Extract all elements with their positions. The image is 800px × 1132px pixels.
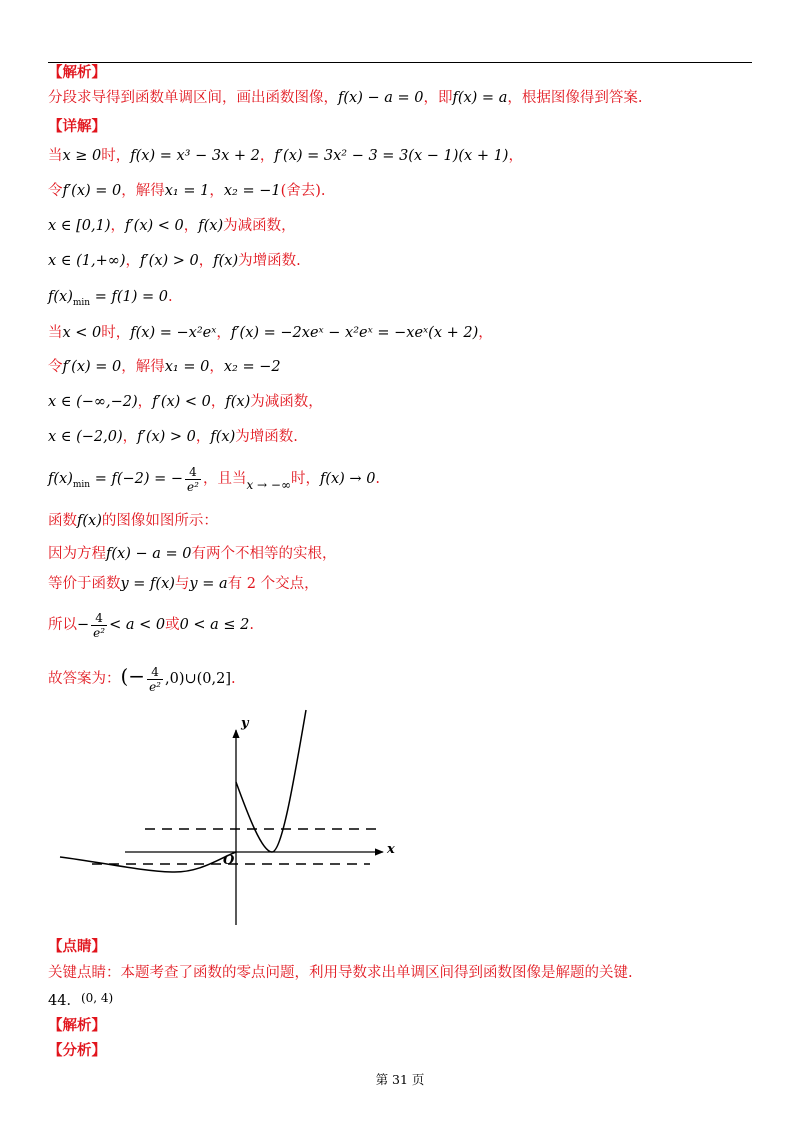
l9-c: 为增函数. bbox=[235, 429, 298, 445]
l3-fp: f′(x) < 0 bbox=[125, 218, 184, 234]
l13-eq: y = f(x) bbox=[120, 576, 175, 592]
l9-f: f(x) bbox=[210, 429, 236, 445]
l12-eq: f(x) − a = 0 bbox=[106, 546, 192, 562]
l10-sub: min bbox=[72, 479, 91, 490]
l2-x1: x₁ = 1 bbox=[164, 183, 210, 199]
l3-b: ， bbox=[183, 218, 199, 234]
l2-d: (舍去). bbox=[280, 183, 326, 199]
l7-x1: x₁ = 0 bbox=[164, 359, 210, 375]
item-44 bbox=[48, 987, 113, 1012]
analysis-line bbox=[48, 87, 642, 109]
l11-a: 函数 bbox=[48, 513, 77, 529]
l14-a: 所以 bbox=[48, 617, 77, 633]
l4-fp: f′(x) > 0 bbox=[140, 253, 199, 269]
l8-c: 为减函数， bbox=[250, 394, 323, 410]
l1-sep: ， bbox=[259, 148, 275, 164]
l6-fp: f′(x) = −2xeˣ − x²eˣ = −xeˣ(x + 2) bbox=[230, 325, 479, 341]
l4-b: ， bbox=[198, 253, 214, 269]
l15-fraction bbox=[147, 665, 163, 694]
l10-fraction bbox=[185, 465, 201, 494]
detail-line-2 bbox=[48, 180, 326, 202]
l2-x2: x₂ = −1 bbox=[223, 183, 281, 199]
page-footer: 第 31 页 bbox=[375, 1072, 425, 1087]
section-tag-fenxi: 【分析】 bbox=[48, 1042, 106, 1059]
l14-den: e² bbox=[93, 625, 106, 640]
l11-b: 的图像如图所示： bbox=[101, 513, 218, 529]
detail-line-13 bbox=[48, 573, 319, 595]
l4-f: f(x) bbox=[213, 253, 239, 269]
l10-rest: = f(−2) = − bbox=[94, 471, 184, 487]
analysis-text-b: ，即 bbox=[423, 90, 453, 106]
l14-eq: 0 < a ≤ 2 bbox=[179, 617, 250, 633]
l9-a: ， bbox=[122, 429, 138, 445]
l3-c: 为减函数， bbox=[223, 218, 296, 234]
l7-c: ， bbox=[209, 359, 224, 375]
function-graph bbox=[0, 700, 800, 935]
l8-a: ， bbox=[137, 394, 153, 410]
detail-line-15 bbox=[48, 657, 236, 698]
l4-c: 为增函数. bbox=[238, 253, 301, 269]
section-tag-jiexi-2: 【解析】 bbox=[48, 1017, 106, 1034]
l8-b: ， bbox=[210, 394, 226, 410]
l11-f: f(x) bbox=[77, 513, 102, 529]
l9-fp: f′(x) > 0 bbox=[137, 429, 196, 445]
dianjing-text: 关键点睛：本题考查了函数的零点问题，利用导数求出单调区间得到函数图像是解题的关键. bbox=[48, 965, 633, 981]
l7-x2: x₂ = −2 bbox=[223, 359, 281, 375]
detail-line-3 bbox=[48, 215, 296, 237]
detail-line-1 bbox=[48, 145, 523, 167]
l13-a: 等价于函数 bbox=[48, 576, 121, 592]
l15-lp: (− bbox=[120, 664, 146, 688]
l15-end: . bbox=[231, 671, 236, 687]
l6-end: ， bbox=[478, 325, 493, 341]
item-44-number: 44． bbox=[48, 993, 81, 1009]
l1-f: f(x) = x³ − 3x + 2 bbox=[130, 148, 260, 164]
l10-num: 4 bbox=[185, 465, 201, 480]
l8-fp: f′(x) < 0 bbox=[152, 394, 211, 410]
l8-int: x ∈ (−∞,−2) bbox=[48, 394, 138, 410]
detail-line-9 bbox=[48, 426, 298, 448]
l10-a: ，且当 bbox=[202, 471, 247, 487]
l6-sep: ， bbox=[216, 325, 231, 341]
y-axis-label: y bbox=[241, 716, 249, 731]
l14-neg: − bbox=[77, 617, 90, 633]
analysis-eq1: f(x) − a = 0 bbox=[338, 90, 424, 106]
l9-int: x ∈ (−2,0) bbox=[48, 429, 123, 445]
analysis-eq2: f(x) = a bbox=[452, 90, 508, 106]
l15-num: 4 bbox=[147, 665, 163, 680]
l7-b: ，解得 bbox=[121, 359, 165, 375]
l14-rest: < a < 0 bbox=[109, 617, 166, 633]
detail-line-5 bbox=[48, 286, 173, 314]
l15-a: 故答案为： bbox=[48, 671, 121, 687]
detail-line-4 bbox=[48, 250, 301, 272]
l2-eq: f′(x) = 0 bbox=[62, 183, 122, 199]
curve-right-branch bbox=[236, 710, 306, 852]
l14-end: . bbox=[249, 617, 255, 633]
l5-sub: min bbox=[72, 297, 91, 308]
analysis-text-a: 分段求导得到函数单调区间，画出函数图像， bbox=[48, 90, 338, 106]
l14-num: 4 bbox=[91, 611, 107, 626]
l12-a: 因为方程 bbox=[48, 546, 106, 562]
detail-line-7 bbox=[48, 356, 281, 378]
l9-b: ， bbox=[195, 429, 211, 445]
detail-line-11 bbox=[48, 510, 218, 532]
l6-a: 当 bbox=[48, 325, 63, 341]
l13-eq2: y = a bbox=[189, 576, 228, 592]
l5-min: f(x) bbox=[48, 289, 73, 305]
detail-line-14 bbox=[48, 606, 254, 644]
l13-b: 与 bbox=[174, 576, 190, 592]
l3-int: x ∈ [0,1) bbox=[48, 218, 111, 234]
l7-a: 令 bbox=[48, 359, 63, 375]
l2-b: ，解得 bbox=[121, 183, 165, 199]
l10-den: e² bbox=[187, 479, 199, 494]
l1-end: ， bbox=[508, 148, 523, 164]
l2-a: 令 bbox=[48, 183, 63, 199]
l7-eq: f′(x) = 0 bbox=[62, 359, 122, 375]
l1-cond: x ≥ 0 bbox=[62, 148, 102, 164]
l6-cond: x < 0 bbox=[62, 325, 102, 341]
section-tag-jiexi: 【解析】 bbox=[48, 64, 106, 81]
detail-line-8 bbox=[48, 391, 323, 413]
item-44-answer: (0, 4) bbox=[80, 991, 114, 1005]
x-axis-label: x bbox=[387, 842, 395, 857]
l4-int: x ∈ (1,+∞) bbox=[48, 253, 126, 269]
l10-min: f(x) bbox=[48, 471, 73, 487]
l1-a: 当 bbox=[48, 148, 63, 164]
header-rule bbox=[48, 62, 752, 63]
l15-den: e² bbox=[149, 679, 161, 694]
analysis-text-c: ，根据图像得到答案. bbox=[507, 90, 643, 106]
l14-fraction bbox=[91, 611, 107, 640]
l14-b: 或 bbox=[165, 617, 180, 633]
l10-b: 时， bbox=[290, 471, 320, 487]
l15-rest: ,0)∪(0,2] bbox=[164, 671, 231, 687]
section-tag-dianjing: 【点睛】 bbox=[48, 938, 106, 955]
l6-f: f(x) = −x²eˣ bbox=[130, 325, 217, 341]
l13-c: 有 2 个交点， bbox=[227, 576, 319, 592]
l1-b: 时， bbox=[101, 148, 131, 164]
l8-f: f(x) bbox=[225, 394, 251, 410]
l4-a: ， bbox=[125, 253, 141, 269]
l5-rest: = f(1) = 0 bbox=[94, 289, 168, 305]
l2-c: ， bbox=[209, 183, 224, 199]
l10-c: f(x) → 0 bbox=[319, 471, 376, 487]
curve-left-branch bbox=[60, 852, 236, 872]
section-tag-xiangjie: 【详解】 bbox=[48, 118, 106, 135]
l3-a: ， bbox=[110, 218, 126, 234]
l10-lim: x → −∞ bbox=[246, 478, 291, 492]
l1-fp: f′(x) = 3x² − 3 = 3(x − 1)(x + 1) bbox=[274, 148, 509, 164]
l5-end: . bbox=[167, 289, 173, 305]
detail-line-6 bbox=[48, 322, 493, 344]
detail-line-12 bbox=[48, 543, 336, 565]
l6-b: 时， bbox=[101, 325, 131, 341]
detail-line-10 bbox=[48, 460, 380, 504]
l10-end: . bbox=[375, 471, 381, 487]
l12-b: 有两个不相等的实根， bbox=[191, 546, 337, 562]
l3-f: f(x) bbox=[198, 218, 224, 234]
origin-label: O bbox=[223, 853, 235, 868]
